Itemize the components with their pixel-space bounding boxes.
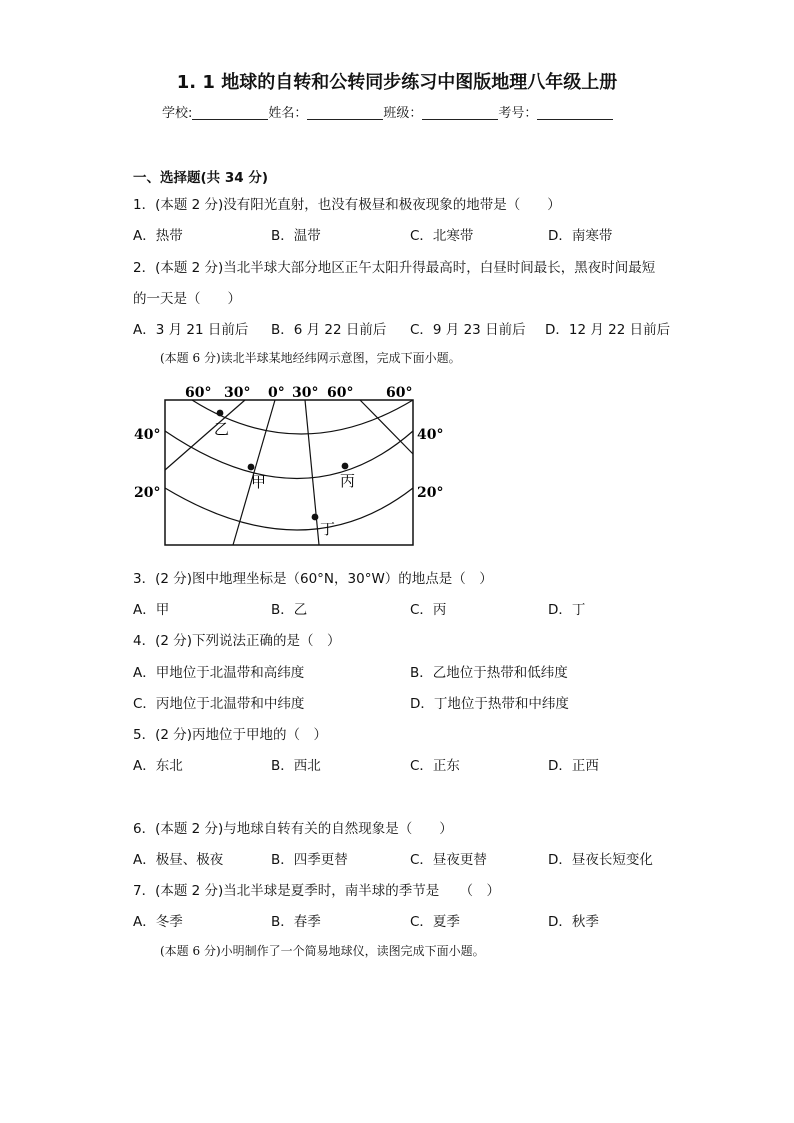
page-title: 1. 1 地球的自转和公转同步练习中图版地理八年级上册 bbox=[176, 72, 618, 93]
meridian-60e bbox=[360, 400, 413, 454]
class-field[interactable] bbox=[422, 105, 498, 120]
question-3-stem: 3．(2 分)图中地理坐标是（60°N，30°W）的地点是（ ） bbox=[133, 571, 493, 587]
question-1-option-b[interactable]: B．温带 bbox=[271, 228, 321, 244]
right-lat-label: 40° bbox=[417, 427, 444, 443]
question-7-stem: 7．(本题 2 分)当北半球是夏季时，南半球的季节是 （ ） bbox=[133, 883, 501, 899]
point-jia-marker bbox=[248, 464, 255, 471]
exam-no-label: 考号： bbox=[498, 106, 538, 121]
question-5-stem: 5．(2 分)丙地位于甲地的（ ） bbox=[133, 727, 328, 743]
question-6-option-a[interactable]: A．极昼、极夜 bbox=[133, 852, 224, 868]
right-lat-label: 20° bbox=[417, 485, 444, 501]
question-7-option-d[interactable]: D．秋季 bbox=[548, 914, 599, 930]
point-ding-marker bbox=[312, 514, 319, 521]
question-7-option-c[interactable]: C．夏季 bbox=[410, 914, 460, 930]
question-1-option-d[interactable]: D．南寒带 bbox=[548, 228, 613, 244]
question-6-option-c[interactable]: C．昼夜更替 bbox=[410, 852, 487, 868]
question-3-option-c[interactable]: C．丙 bbox=[410, 602, 447, 618]
group-2-intro: (本题 6 分)小明制作了一个简易地球仪，读图完成下面小题。 bbox=[160, 944, 485, 958]
meridian-30e bbox=[305, 400, 319, 545]
question-4-option-a[interactable]: A．甲地位于北温带和高纬度 bbox=[133, 665, 305, 681]
exam-no-field[interactable] bbox=[537, 105, 613, 120]
question-5-option-c[interactable]: C．正东 bbox=[410, 758, 460, 774]
question-2-stem-line1: 2．(本题 2 分)当北半球大部分地区正午太阳升得最高时，白昼时间最长，黑夜时间最短 bbox=[133, 260, 656, 276]
name-field[interactable] bbox=[307, 105, 383, 120]
question-7-option-b[interactable]: B．春季 bbox=[271, 914, 321, 930]
graticule-map bbox=[130, 376, 450, 548]
parallel-20n bbox=[165, 488, 413, 530]
question-6-option-d[interactable]: D．昼夜长短变化 bbox=[548, 852, 653, 868]
question-4-option-c[interactable]: C．丙地位于北温带和中纬度 bbox=[133, 696, 305, 712]
question-2-stem-line2: 的一天是（ ） bbox=[133, 291, 241, 307]
question-3-option-d[interactable]: D．丁 bbox=[548, 602, 586, 618]
question-6-option-b[interactable]: B．四季更替 bbox=[271, 852, 348, 868]
question-1-option-c[interactable]: C．北寒带 bbox=[410, 228, 474, 244]
top-label: 0° bbox=[268, 385, 285, 401]
question-5-option-d[interactable]: D．正西 bbox=[548, 758, 599, 774]
question-2-option-a[interactable]: A．3 月 21 日前后 bbox=[133, 322, 249, 338]
point-bing-marker bbox=[342, 463, 349, 470]
question-6-stem: 6．(本题 2 分)与地球自转有关的自然现象是（ ） bbox=[133, 821, 453, 837]
question-3-option-a[interactable]: A．甲 bbox=[133, 602, 170, 618]
question-2-option-d[interactable]: D．12 月 22 日前后 bbox=[545, 322, 671, 338]
top-label: 30° bbox=[292, 385, 319, 401]
group-1-intro: (本题 6 分)读北半球某地经纬网示意图，完成下面小题。 bbox=[160, 351, 461, 365]
question-3-option-b[interactable]: B．乙 bbox=[271, 602, 308, 618]
name-label: 姓名： bbox=[268, 106, 308, 121]
point-label-bing: 丙 bbox=[340, 472, 356, 490]
top-label: 60° bbox=[185, 385, 212, 401]
school-field[interactable] bbox=[192, 105, 268, 120]
left-lat-label: 20° bbox=[134, 485, 161, 501]
question-1-stem: 1．(本题 2 分)没有阳光直射，也没有极昼和极夜现象的地带是（ ） bbox=[133, 197, 561, 213]
question-2-option-c[interactable]: C．9 月 23 日前后 bbox=[410, 322, 526, 338]
point-label-yi: 乙 bbox=[214, 420, 230, 438]
question-5-option-a[interactable]: A．东北 bbox=[133, 758, 183, 774]
question-2-option-b[interactable]: B．6 月 22 日前后 bbox=[271, 322, 387, 338]
meridian-30w bbox=[165, 400, 245, 470]
top-label: 30° bbox=[224, 385, 251, 401]
student-info bbox=[162, 102, 613, 121]
question-1-option-a[interactable]: A．热带 bbox=[133, 228, 183, 244]
question-4-option-b[interactable]: B．乙地位于热带和低纬度 bbox=[410, 665, 568, 681]
question-5-option-b[interactable]: B．西北 bbox=[271, 758, 321, 774]
point-label-jia: 甲 bbox=[251, 473, 267, 491]
school-label: 学校: bbox=[162, 106, 193, 121]
section-title: 一、选择题(共 34 分) bbox=[133, 170, 269, 186]
map-frame bbox=[165, 400, 413, 545]
question-7-option-a[interactable]: A．冬季 bbox=[133, 914, 183, 930]
point-label-ding: 丁 bbox=[320, 520, 336, 538]
top-label: 60° bbox=[386, 385, 413, 401]
point-yi-marker bbox=[217, 410, 224, 417]
left-lat-label: 40° bbox=[134, 427, 161, 443]
question-4-option-d[interactable]: D．丁地位于热带和中纬度 bbox=[410, 696, 569, 712]
question-4-stem: 4．(2 分)下列说法正确的是（ ） bbox=[133, 633, 341, 649]
class-label: 班级： bbox=[383, 106, 423, 121]
top-label: 60° bbox=[327, 385, 354, 401]
